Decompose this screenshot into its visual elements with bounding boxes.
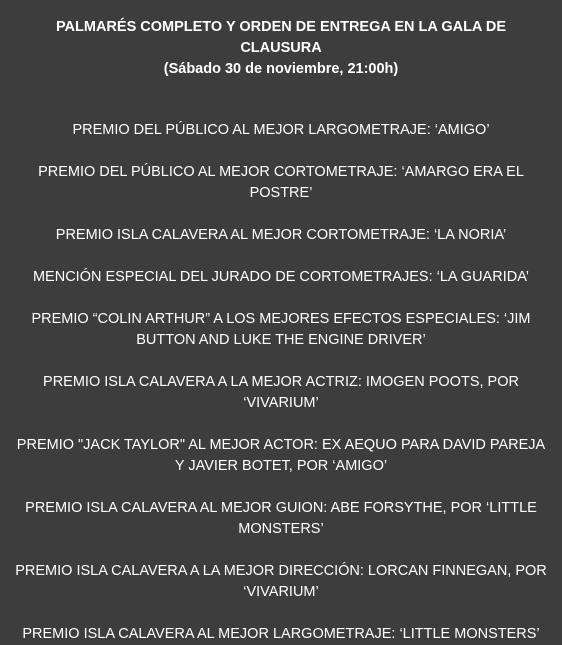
award-item-8: PREMIO ISLA CALAVERA AL MEJOR GUION: ABE FORSYTHE, POR ‘LITTLE MONSTERS’ (25, 500, 537, 537)
awards-list (14, 120, 548, 645)
award-item-1: PREMIO DEL PÚBLICO AL MEJOR LARGOMETRAJE: ‘AMIGO’ (72, 122, 490, 138)
document-subtitle: (Sábado 30 de noviembre, 21:00h) (163, 61, 399, 77)
award-item-2: PREMIO DEL PÚBLICO AL MEJOR CORTOMETRAJE: ‘AMARGO ERA EL POSTRE’ (38, 164, 524, 201)
award-item-5: PREMIO “COLIN ARTHUR” A LOS MEJORES EFECTOS ESPECIALES: ‘JIM BUTTON AND LUKE THE ENGINE DRIVER’ (31, 311, 531, 348)
document-title: PALMARÉS COMPLETO Y ORDEN DE ENTREGA EN LA GALA DE CLAUSURA (55, 19, 507, 56)
award-item-10: PREMIO ISLA CALAVERA AL MEJOR LARGOMETRAJE: ‘LITTLE MONSTERS’ (22, 626, 540, 642)
award-item-9: PREMIO ISLA CALAVERA A LA MEJOR DIRECCIÓN: LORCAN FINNEGAN, POR ‘VIVARIUM’ (15, 563, 547, 600)
award-item-4: MENCIÓN ESPECIAL DEL JURADO DE CORTOMETRAJES: ‘LA GUARIDA’ (32, 269, 530, 285)
award-item-3: PREMIO ISLA CALAVERA AL MEJOR CORTOMETRAJE: ‘LA NORIA’ (55, 227, 507, 243)
award-item-6: PREMIO ISLA CALAVERA A LA MEJOR ACTRIZ: IMOGEN POOTS, POR ‘VIVARIUM’ (43, 374, 519, 411)
award-item-7: PREMIO "JACK TAYLOR" AL MEJOR ACTOR: EX AEQUO PARA DAVID PAREJA Y JAVIER BOTET, POR ‘AMIGO’ (16, 437, 546, 474)
